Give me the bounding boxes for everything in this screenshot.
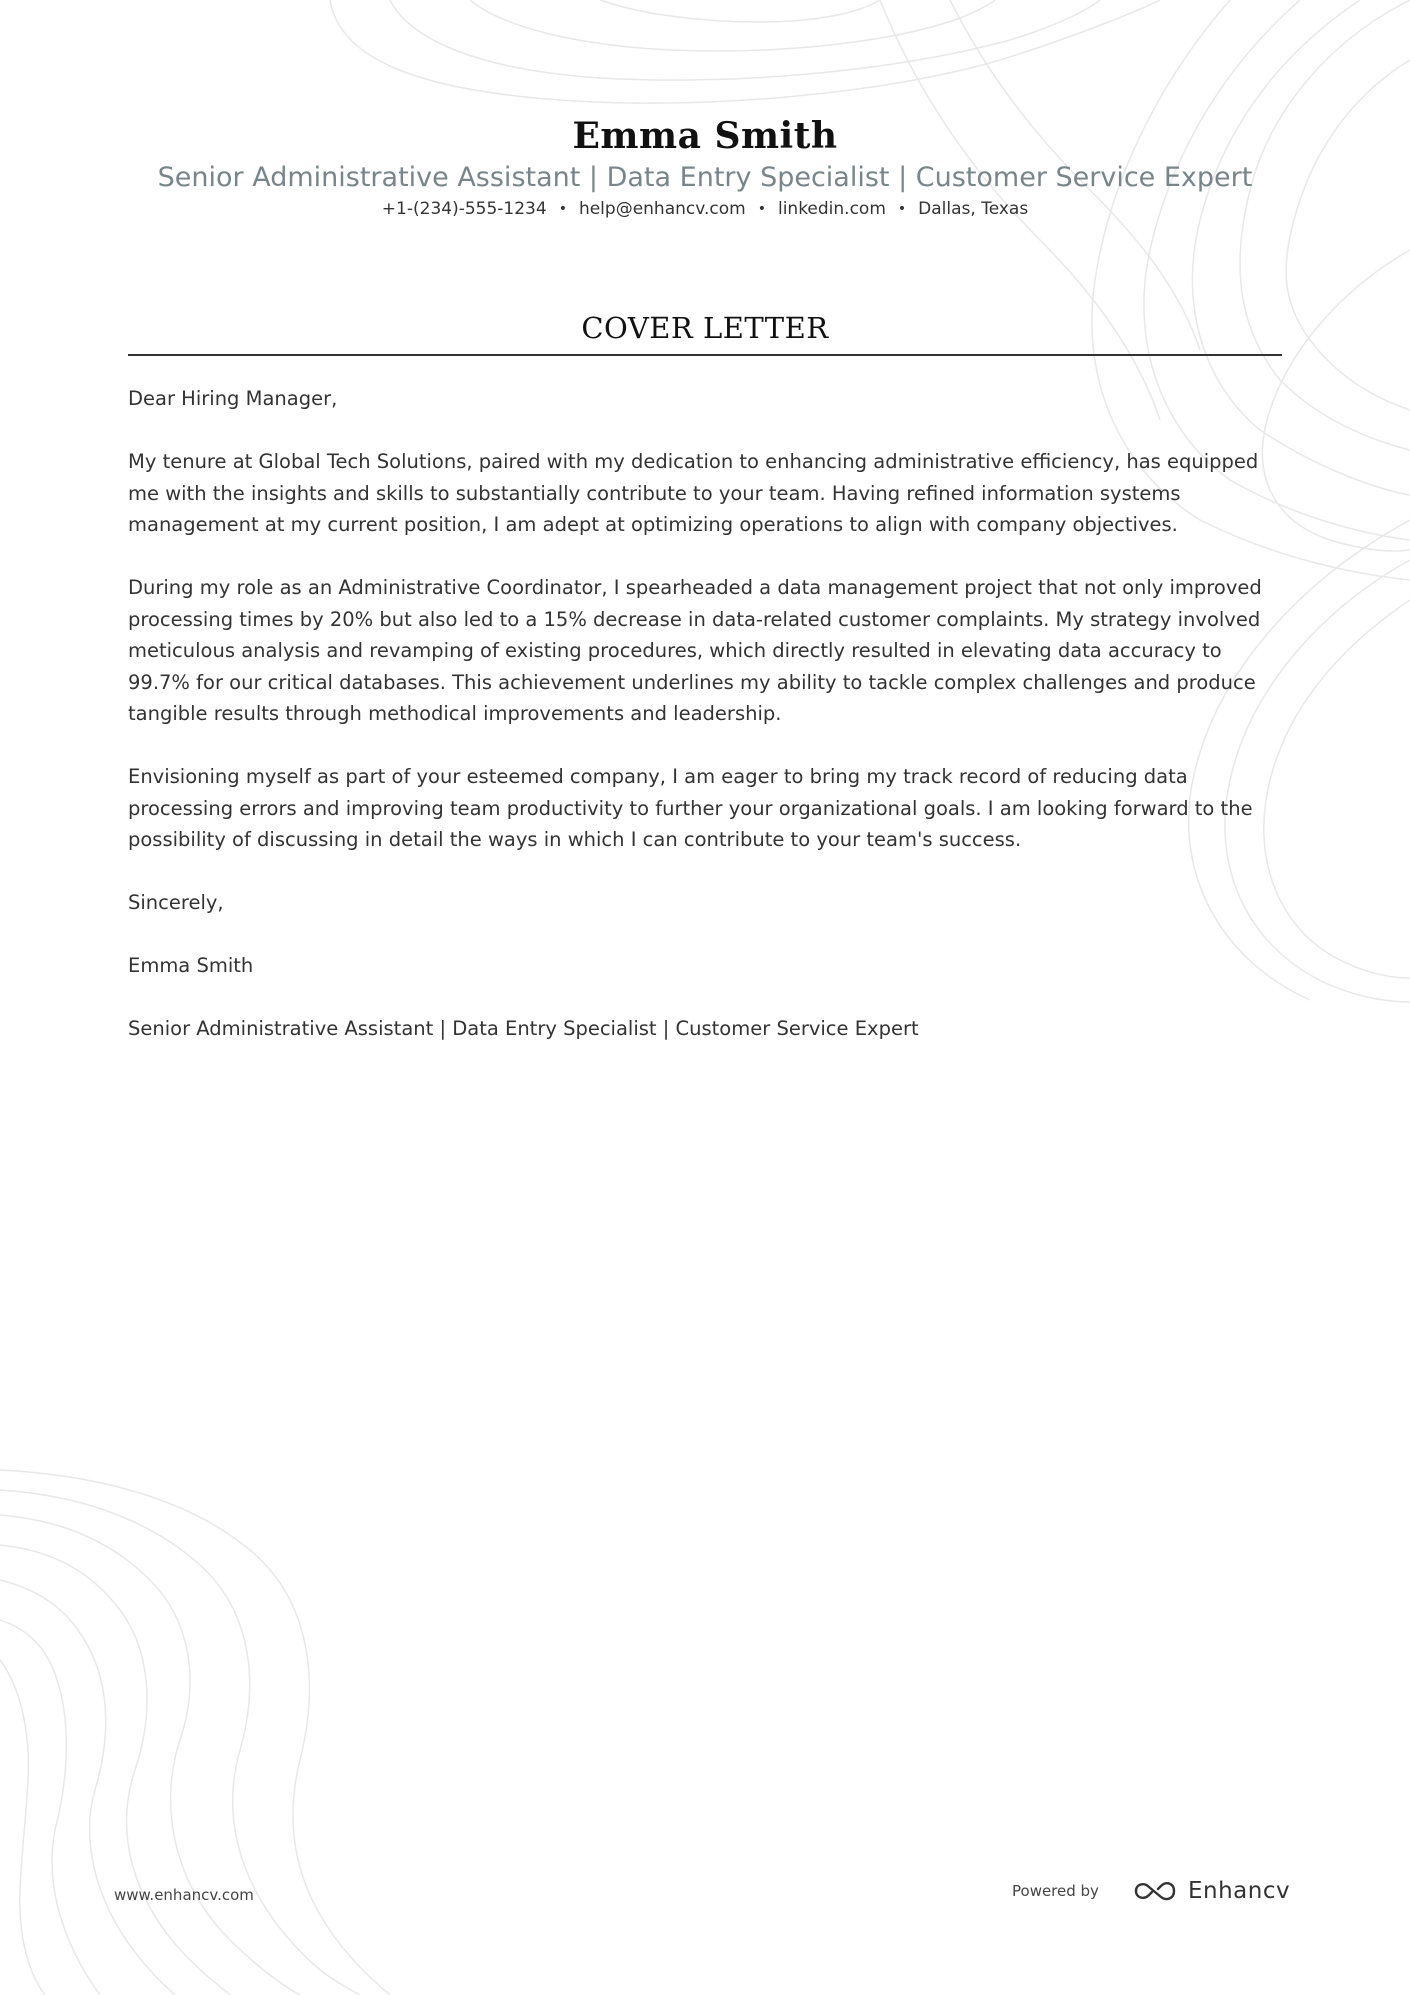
letter-greeting: Dear Hiring Manager, [128, 387, 338, 410]
brand-logo[interactable] [1132, 1874, 1290, 1908]
powered-by-label: Powered by [1012, 1882, 1099, 1900]
brand-name: Enhancv [1188, 1878, 1291, 1904]
letter-body [128, 383, 1288, 1076]
letter-paragraph: My tenure at Global Tech Solutions, paired with my dedication to enhancing administrative efficiency, has equipped me with the insights and skills to substantially contribute to your team. Having refined information systems management at my current position, I am adept at optimizing operations to align with company objectives. [128, 450, 1259, 536]
contact-location: Dallas, Texas [918, 199, 1029, 219]
separator-dot: • [558, 201, 567, 217]
separator-dot: • [757, 201, 766, 217]
letter-paragraph: During my role as an Administrative Coordinator, I spearheaded a data management project that not only improved processing times by 20% but also led to a 15% decrease in data-related customer complaints. My strategy involved meticulous analysis and revamping of existing procedures, which directly resulted in elevating data accuracy to 99.7% for our critical databases. This achievement underlines my ability to tackle complex challenges and produce tangible results through methodical improvements and leadership. [128, 576, 1262, 725]
contact-info [0, 196, 1410, 223]
infinity-logo-icon [1132, 1878, 1178, 1904]
candidate-name: Emma Smith [572, 115, 838, 157]
section-title: COVER LETTER [581, 311, 829, 345]
separator-dot: • [897, 201, 907, 217]
signature-name: Emma Smith [128, 954, 254, 977]
section-divider [128, 354, 1282, 356]
letter-closing: Sincerely, [128, 891, 224, 914]
contact-email[interactable]: help@enhancv.com [578, 199, 746, 219]
signature-title: Senior Administrative Assistant | Data Entry Specialist | Customer Service Expert [128, 1017, 919, 1040]
candidate-headline: Senior Administrative Assistant | Data Entry Specialist | Customer Service Expert [157, 162, 1253, 193]
contact-linkedin[interactable]: linkedin.com [777, 199, 886, 219]
contact-phone[interactable]: +1-(234)-555-1234 [381, 199, 547, 219]
resume-header [0, 112, 1410, 223]
footer-website-link[interactable]: www.enhancv.com [114, 1886, 254, 1904]
letter-paragraph: Envisioning myself as part of your esteemed company, I am eager to bring my track record of reducing data processing errors and improving team productivity to further your organizational goals. I am looking forward to the possibility of discussing in detail the ways in which I can contribute to your team's success. [128, 765, 1253, 851]
